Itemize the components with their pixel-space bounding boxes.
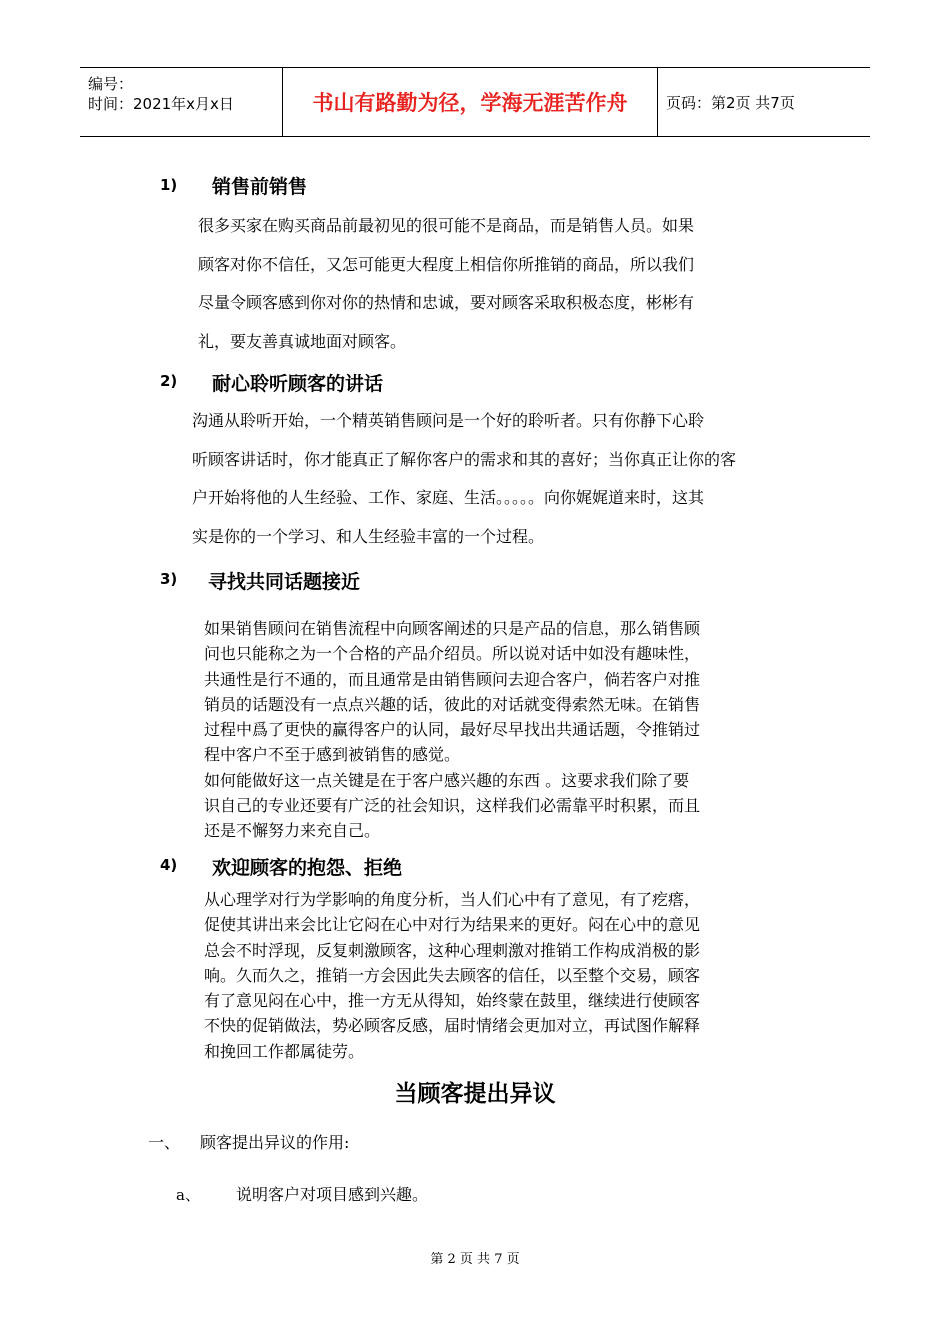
page-header — [80, 67, 870, 137]
section-1-body: 很多买家在购买商品前最初见的很可能不是商品，而是销售人员。如果 顾客对你不信任，又怎可能更大程度上相信你所推销的商品，所以我们 尽量令顾客感到你对你的热情和忠诚，要对顾客采取积极态度，彬彬有 礼，要友善真诚地面对顾客。 — [198, 216, 695, 351]
section-4-title: 欢迎顾客的抱怨、拒绝 — [212, 857, 403, 879]
section-3-title: 寻找共同话题接近 — [208, 571, 361, 593]
section-2-title: 耐心聆听顾客的讲话 — [212, 373, 384, 395]
section-2-number: 2) — [160, 372, 178, 390]
header-left-cell — [80, 68, 283, 136]
objection-heading: 当顾客提出异议 — [394, 1081, 556, 1107]
section-1-title: 销售前销售 — [212, 176, 308, 198]
header-page-info: 页码：第2页 共7页 — [666, 93, 795, 112]
section-2-body: 沟通从聆听开始，一个精英销售顾问是一个好的聆听者。只有你静下心聆 听顾客讲话时，你才能真正了解你客户的需求和其的喜好；当你真正让你的客 户开始将他的人生经验、工作、家庭、生活。。。。。向你娓娓道来时，这其 实是你的一个学习、和人生经验丰富的一个过程。 — [192, 411, 737, 546]
page-footer: 第 2 页 共 7 页 — [430, 1252, 520, 1267]
list-marker-2: a、 — [176, 1186, 200, 1204]
section-1-number: 1) — [160, 176, 178, 194]
section-3-number: 3) — [160, 570, 178, 588]
list-text-2: 说明客户对项目感到兴趣。 — [236, 1185, 429, 1204]
header-motto: 书山有路勤为径，学海无涯苦作舟 — [283, 68, 658, 136]
list-text-1: 顾客提出异议的作用: — [200, 1133, 350, 1152]
number-label: 编号： — [88, 75, 134, 93]
section-4-body: 从心理学对行为学影响的角度分析，当人们心中有了意见，有了疙瘩， 促使其讲出来会比让它闷在心中对行为结果来的更好。闷在心中的意见 总会不时浮现，反复刺激顾客，这种心理刺激对推销工作构成消极的影 响。久而久之，推销一方会因此失去顾客的信任，以至整个交易，顾客 有了意见闷在心中，推一方无从得知，始终蒙在鼓里，继续进行使顾客 不快的促销做法，势必顾客反感，届时情绪会更加对立，再试图作解释 和挽回工作都属徒劳。 — [204, 890, 701, 1061]
section-4-number: 4) — [160, 856, 178, 874]
time-label: 时间：2021年x月x日 — [88, 95, 234, 113]
list-marker-1: 一、 — [148, 1133, 181, 1152]
section-3-body: 如果销售顾问在销售流程中向顾客阐述的只是产品的信息，那么销售顾 问也只能称之为一个合格的产品介绍员。所以说对话中如没有趣味性， 共通性是行不通的，而且通常是由销售顾问去迎合客户，倘若客户对推 销员的话题没有一点点兴趣的话，彼此的对话就变得索然无味。在销售 过程中爲了更快的赢得客户的认同，最好尽早找出共通话题，令推销过 程中客户不至于感到被销售的感觉。 如何能做好这一点关键是在于客户感兴趣的东西 。这要求我们除了要 识自己的专业还要有广泛的社会知识，这样我们必需靠平时积累，而且 还是不懈努力来充自己。 — [204, 619, 701, 841]
